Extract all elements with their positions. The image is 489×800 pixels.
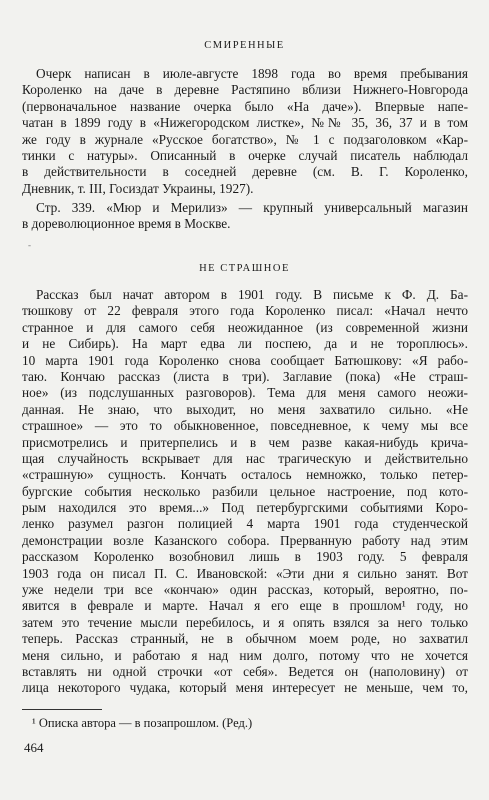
text-line: 1903 года он писал П. С. Ивановской: «Эти дни я сильно занят. Вот	[22, 565, 468, 581]
text-line: таю. Кончаю рассказ (листа в три). Заглавие (пока) «Не страш-	[22, 368, 468, 384]
stray-mark: ‐	[28, 240, 31, 250]
text-line: меня сильно, и работаю я над ним долго, потому что не хочется	[22, 647, 468, 663]
text-line: ленко разумел разгон полицией 4 марта 1901 года студенческой	[22, 516, 468, 532]
text-line: Дневник, т. III, Госиздат Украины, 1927).	[22, 180, 254, 196]
text-line: Очерк написан в июле-августе 1898 года во время пребывания	[36, 66, 468, 81]
section-title-ne-strashnoe: НЕ СТРАШНОЕ	[199, 263, 290, 274]
text-line: явится в феврале и марте. Начал я его еще в прошлом¹ году, но	[22, 598, 468, 614]
paragraph-ne-strashnoe	[22, 287, 468, 697]
footnote-rule	[22, 709, 102, 710]
text-line: в дореволюционное время в Москве.	[22, 216, 231, 232]
text-line: уже недели три все «кончаю» один рассказ, который, вероятно, по-	[22, 582, 468, 598]
text-line: странное и для самого себя неожиданное (из современной жизни	[22, 319, 468, 335]
text-line: данная. Не знаю, что выходит, но меня захватило сильно. «Не	[22, 401, 468, 417]
text-line: страшное» — это то обыкновенное, повседневное, к чему мы все	[22, 418, 468, 434]
text-line: щая случайность вскрывает для нас трагическую и действительно	[22, 450, 468, 466]
text-line: чатан в 1899 году в «Нижегородском листке», №№ 35, 36, 37 и в том	[22, 115, 468, 131]
page-number: 464	[24, 740, 44, 755]
text-line: Рассказ был начат автором в 1901 году. В письме к Ф. Д. Ба-	[36, 287, 468, 302]
text-line: (первоначальное название очерка было «На даче»). Впервые напе-	[22, 98, 468, 114]
text-line: тинки с натуры». Описанный в очерке случай писатель наблюдал	[22, 147, 468, 163]
text-line: 10 марта 1901 года Короленко снова сообщает Батюшкову: «Я рабо-	[22, 352, 468, 368]
text-line: рассказом Короленко возобновил лишь в 1903 году. 5 февраля	[22, 549, 468, 565]
text-line: ное» (из подслушанных разговоров). Тема для меня самого неожи-	[22, 385, 468, 401]
text-line: теперь. Рассказ странный, не в обычном моем роде, но захватил	[22, 631, 468, 647]
text-line: затем это течение мысли перебилось, и я опять взялся за него только	[22, 614, 468, 630]
text-line: демонстрации возле Казанского собора. Прерванную работу над этим	[22, 532, 468, 548]
text-line: вставлять ни одной строчки «от себя». Ведется он (наполовину) от	[22, 663, 468, 679]
text-line: и не Сибирь). На март едва ли поспею, да и не тороплюсь».	[22, 336, 468, 352]
text-line: в действительности в соседней деревне (см. В. Г. Короленко,	[22, 164, 468, 180]
text-line: тюшкову от 22 февраля этого года Короленко писал: «Начал нечто	[22, 303, 468, 319]
text-line: рым находился это время...» Под петербургскими событиями Коро-	[22, 500, 468, 516]
text-line: Стр. 339. «Мюр и Мерилиз» — крупный универсальный магазин	[36, 200, 468, 215]
paragraph-page-note	[22, 200, 468, 233]
text-line: присмотрелись и притерпелись и в чем разве какая-нибудь крича-	[22, 434, 468, 450]
text-line: «страшную» сущность. Кончать осталось немножко, только петер-	[22, 467, 468, 483]
text-line: лица некоторого чудака, который меня интересует не меньше, чем то,	[22, 680, 468, 696]
text-line: Короленко на даче в деревне Растяпино вблизи Нижнего-Новгорода	[22, 82, 468, 98]
text-line: же году в журнале «Русское богатство», № 1 с подзаголовком «Кар-	[22, 131, 468, 147]
paragraph-smirennye-notes	[22, 66, 468, 197]
section-title-smirennye: СМИРЕННЫЕ	[204, 40, 285, 51]
text-line: бургские события несколько разбили цельное настроение, под кото-	[22, 483, 468, 499]
footnote: ¹ Описка автора — в позапрошлом. (Ред.)	[32, 716, 253, 730]
